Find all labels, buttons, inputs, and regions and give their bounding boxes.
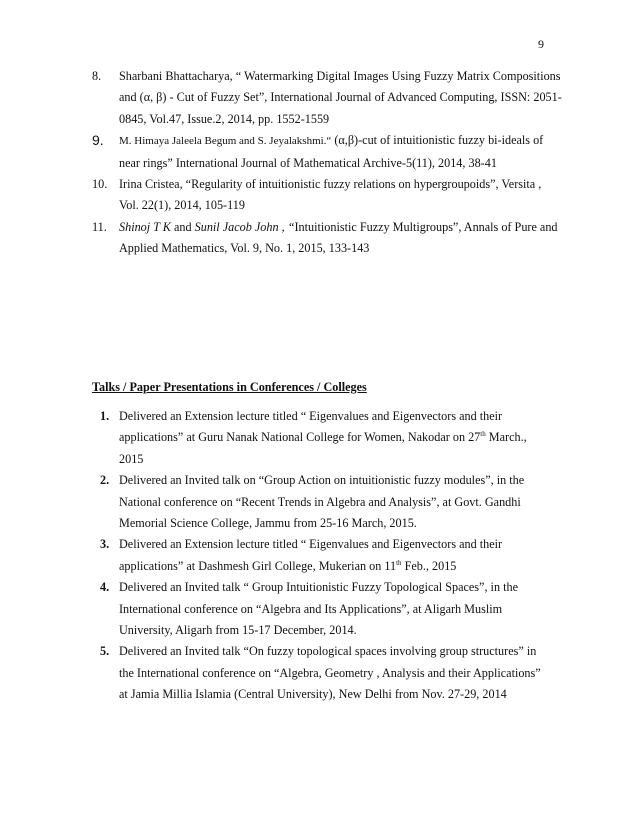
talk-item-5	[92, 641, 552, 705]
reference-text: Irina Cristea, “Regularity of intuitionistic fuzzy relations on hypergroupoids”, Versita , Vol. 22(1), 2014, 105-119	[119, 177, 542, 213]
reference-number: 11.	[92, 219, 107, 234]
talk-superscript: th	[396, 558, 402, 567]
talk-number: 3.	[100, 537, 110, 552]
talk-text: Delivered an Invited talk “On fuzzy topological spaces involving group structures” in the International conference on “Algebra, Geometry , Analysis and their Applications” at Jamia Millia Islamia (Central University), New Delhi from Nov. 27-29, 2014	[119, 644, 541, 702]
talk-text: Delivered an Invited talk on “Group Action on intuitionistic fuzzy modules”, in the National conference on “Recent Trends in Algebra and Analysis”, at Govt. Gandhi Memorial Science College, Jammu from 25-16 March, 2015.	[119, 473, 525, 531]
reference-list	[92, 66, 562, 260]
reference-authors: M. Himaya Jaleela Begum and S. Jeyalakshmi.“	[119, 135, 332, 148]
reference-item-11	[92, 217, 562, 260]
reference-item-10	[92, 174, 562, 217]
reference-text: (α,β)-cut of intuitionistic fuzzy bi-ideals of near rings” International Journal of Mathematical Archive-5(11), 2014, 38-41	[119, 133, 544, 170]
reference-text: Sharbani Bhattacharya, “ Watermarking Digital Images Using Fuzzy Matrix Compositions and (α, β) - Cut of Fuzzy Set”, International Journal of Advanced Computing, ISSN: 2051-0845, Vol.47, Issue.2, 2014, pp. 1552-1559	[119, 69, 562, 126]
section-title: Talks / Paper Presentations in Conferences / Colleges	[92, 380, 367, 394]
talk-number: 5.	[100, 644, 110, 659]
talk-item-4	[92, 577, 552, 641]
talk-number: 4.	[100, 580, 110, 595]
reference-number: 8.	[92, 69, 102, 83]
reference-item-9	[92, 130, 562, 174]
talk-item-3	[92, 534, 552, 577]
reference-author-1: Shinoj T K	[119, 219, 171, 234]
talk-number: 2.	[100, 473, 110, 488]
talk-text-end: March., 2015	[119, 430, 527, 466]
talks-list	[92, 406, 552, 706]
talk-text: Delivered an Invited talk “ Group Intuitionistic Fuzzy Topological Spaces”, in the International conference on “Algebra and Its Applications”, at Aligarh Muslim University, Aligarh from 15-17 December, 2014.	[119, 580, 518, 638]
talk-text: Delivered an Extension lecture titled “ Eigenvalues and Eigenvectors and their applications” at Guru Nanak National College for Women, Nakodar on 27	[119, 409, 503, 445]
reference-number: 10.	[92, 177, 108, 192]
talk-number: 1.	[100, 409, 110, 423]
page-number: 9	[538, 37, 544, 51]
talk-item-1	[92, 406, 552, 470]
talk-item-2	[92, 470, 552, 534]
reference-and: and	[170, 219, 195, 234]
talk-text: Delivered an Extension lecture titled “ Eigenvalues and Eigenvectors and their applications” at Dashmesh Girl College, Mukerian on 11	[119, 537, 503, 573]
talk-superscript: th	[480, 430, 486, 439]
reference-item-8	[92, 66, 562, 130]
reference-text: Intuitionistic Fuzzy Multigroups”, Annals of Pure and Applied Mathematics, Vol. 9, No. 1, 2015, 133-143	[119, 219, 558, 256]
talk-text-end: Feb., 2015	[401, 558, 457, 573]
reference-author-2: Sunil Jacob John , “	[194, 219, 295, 234]
reference-number: 9.	[92, 132, 104, 149]
